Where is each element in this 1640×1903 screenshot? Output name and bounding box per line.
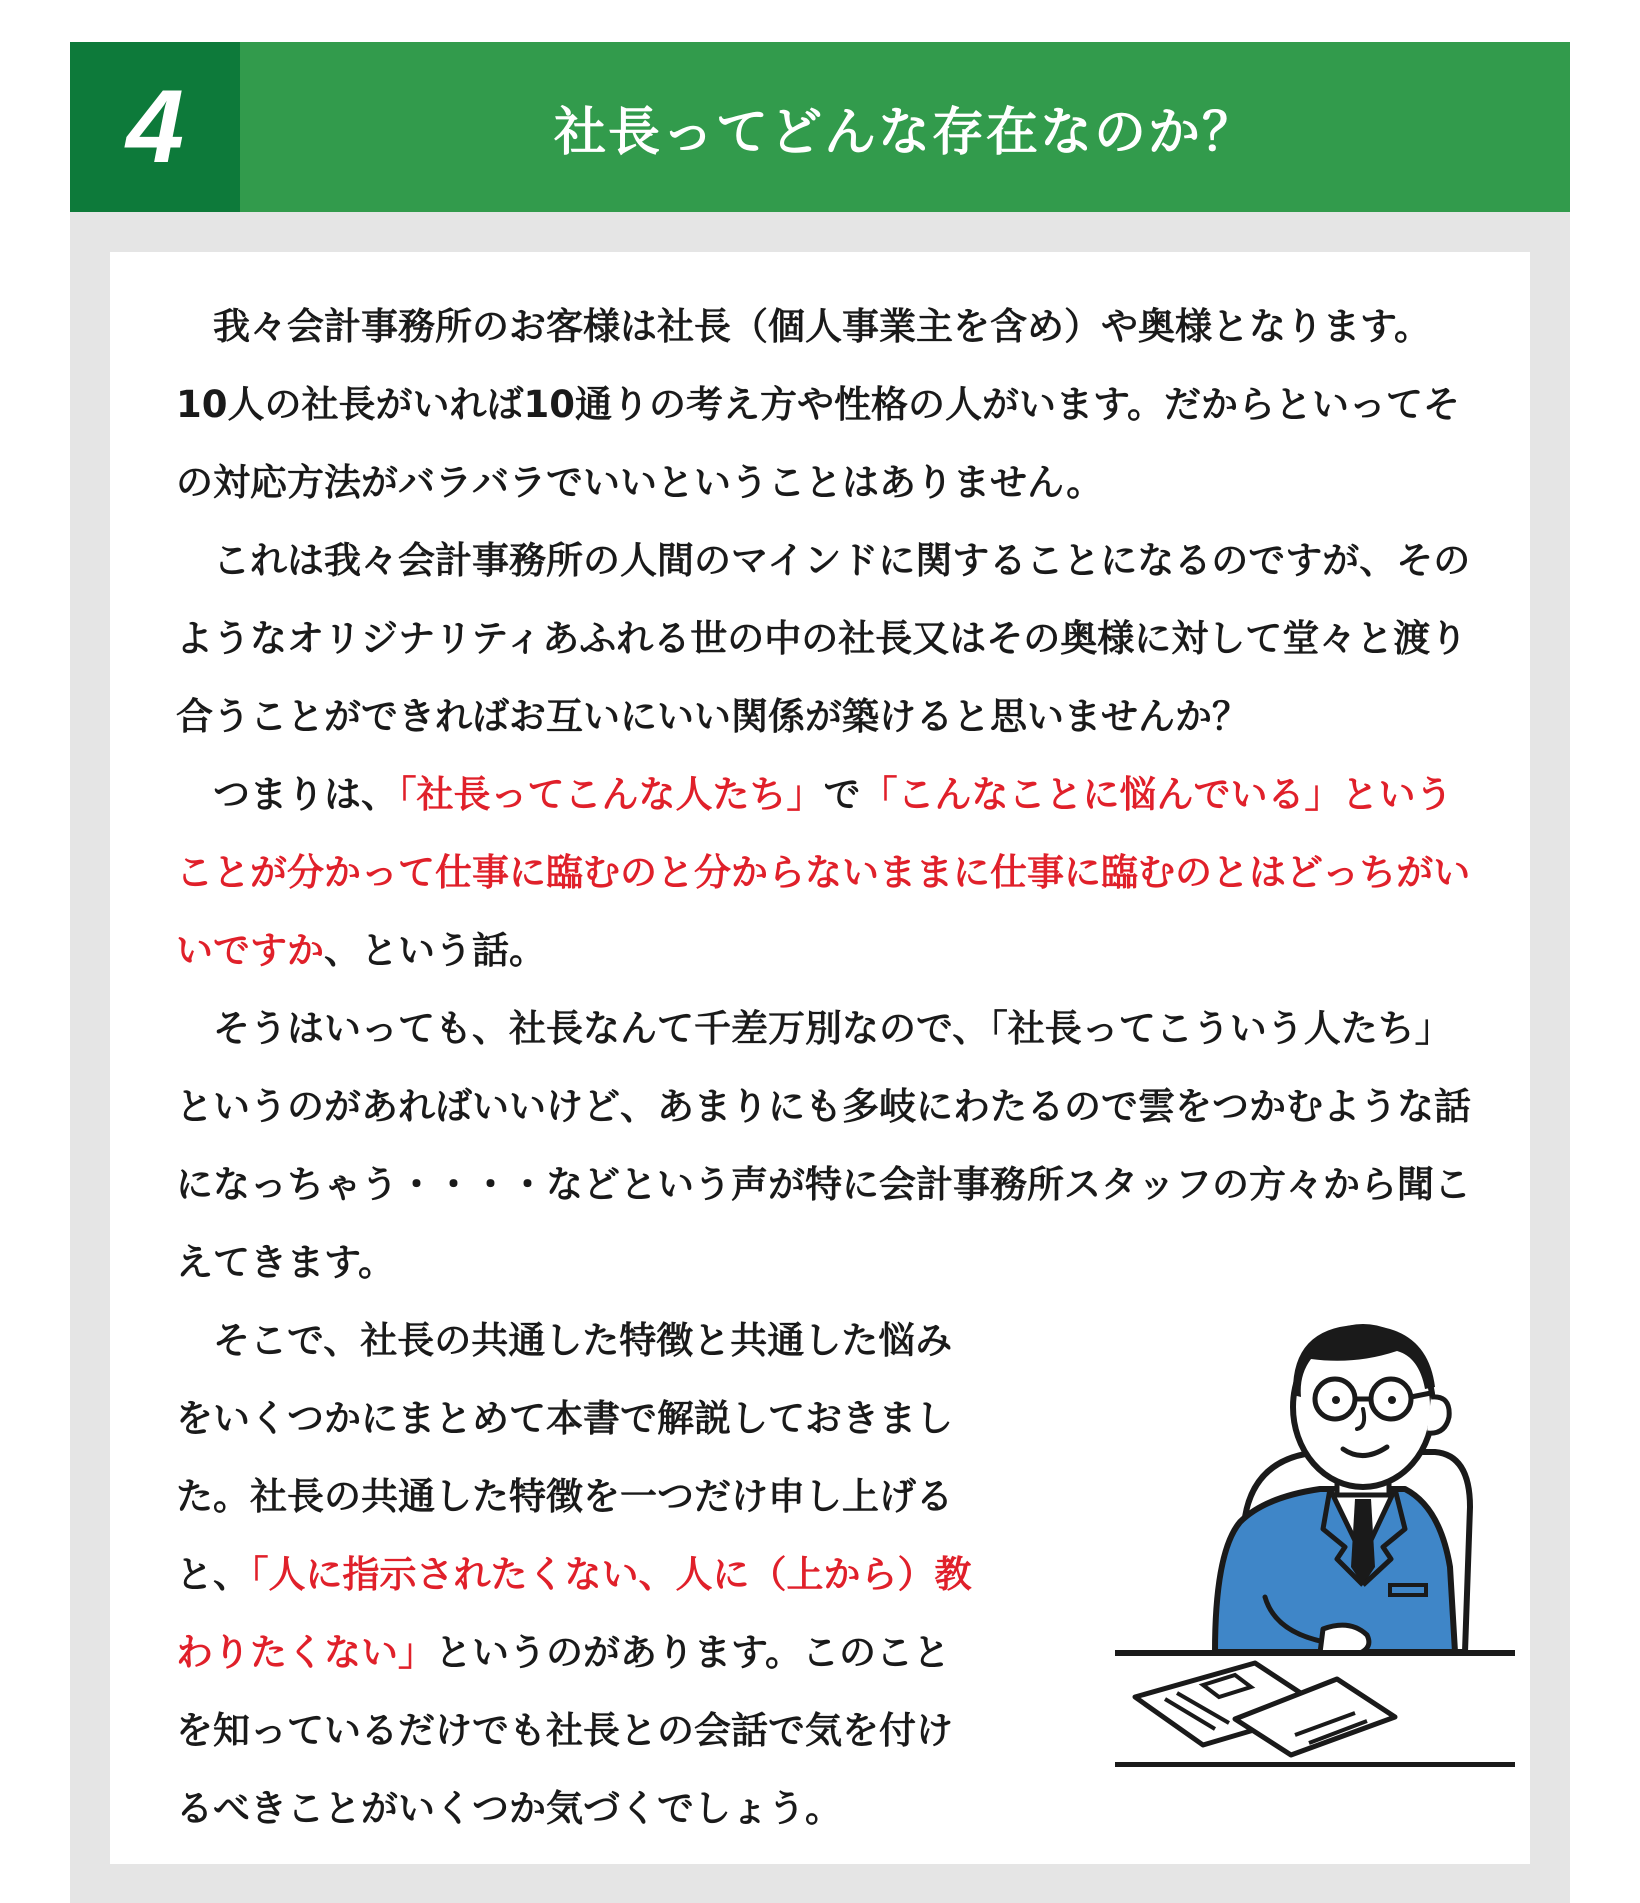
paragraph-5 [176,1302,976,1848]
section-number: 4 [126,69,184,185]
section-panel [70,42,1570,1903]
emphasis-quote-2: 「こんなことに悩んでいる」ということが分かって仕事に臨むのと分からないままに仕事に臨むのとはどっちがいいですか [176,773,1471,972]
businessman-at-desk-icon [1105,1267,1525,1767]
paragraph-3 [176,756,1476,990]
content-card [110,252,1530,1864]
paragraph-5-tail: というのがあります。このことを知っているだけでも社長との会話で気を付けるべきことがいくつか気づくでしょう。 [176,1631,953,1830]
paragraph-3-tail: 、という話。 [324,929,546,972]
emphasis-quote-1: 「社長ってこんな人たち」 [398,773,824,816]
paragraph-5-lead: そこで、社長の共通した特徴と共通した悩みをいくつかにまとめて本書で解説しておきました。社長の共通した特徴を一つだけ申し上げると、 [176,1319,953,1596]
section-header [70,42,1570,212]
paragraph-3-lead: つまりは、 [213,773,398,816]
paragraph-2: これは我々会計事務所の人間のマインドに関することになるのですが、そのようなオリジナリティあふれる世の中の社長又はその奥様に対して堂々と渡り合うことができればお互いにいい関係が築けると思いませんか？ [176,539,1471,738]
section-number-box [70,42,240,212]
paragraph-4: そうはいっても、社長なんて千差万別なので、「社長ってこういう人たち」というのがあればいいけど、あまりにも多岐にわたるので雲をつかむような話になっちゃう・・・・などという声が特に会計事務所スタッフの方々から聞こえてきます。 [176,1007,1471,1284]
section-title: 社長ってどんな存在なのか？ [553,102,1256,163]
paragraph-1: 我々会計事務所のお客様は社長（個人事業主を含め）や奥様となります。10人の社長がいれば10通りの考え方や性格の人がいます。だからといってその対応方法がバラバラでいいということはありません。 [176,305,1461,504]
emphasis-quote-3: 「人に指示されたくない、人に（上から）教わりたくない」 [176,1553,972,1674]
paragraph-3-mid: で [823,773,861,816]
